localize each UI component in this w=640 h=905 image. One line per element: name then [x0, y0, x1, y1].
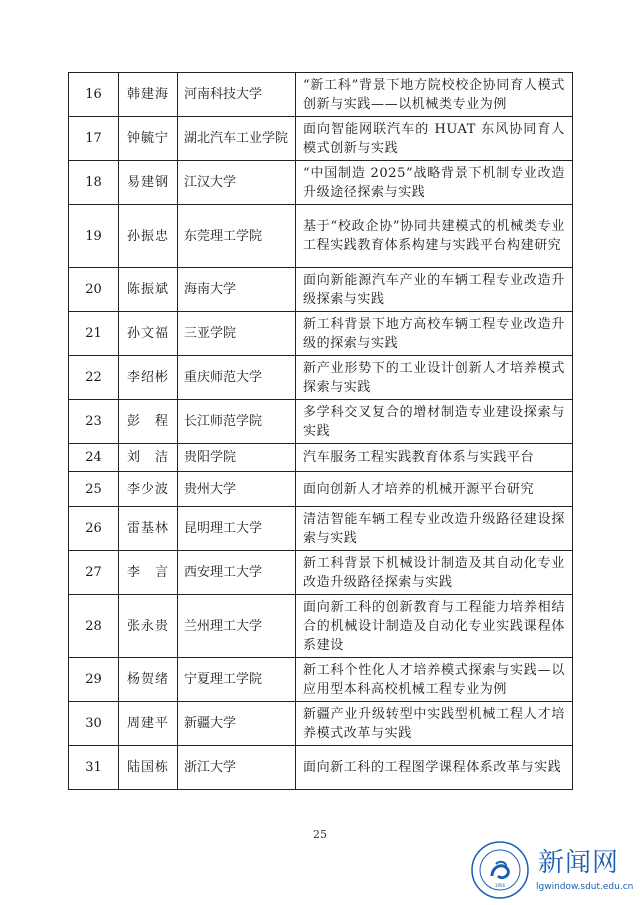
- site-watermark[interactable]: [470, 840, 638, 902]
- row-topic: “中国制造 2025”战略背景下机制专业改造升级途径探索与实践: [296, 161, 573, 205]
- row-school: 江汉大学: [178, 161, 296, 205]
- table-row: [69, 73, 573, 117]
- row-topic: 基于“校政企协”协同共建模式的机械类专业工程实践教育体系构建与实践平台构建研究: [296, 205, 573, 268]
- row-number: 30: [69, 702, 119, 746]
- row-name: 李绍彬: [119, 356, 178, 400]
- row-number: 24: [69, 444, 119, 472]
- row-topic: 新工科背景下地方高校车辆工程专业改造升级的探索与实践: [296, 312, 573, 356]
- row-name: 陆国栋: [119, 746, 178, 790]
- row-school: 宁夏理工学院: [178, 658, 296, 702]
- row-number: 16: [69, 73, 119, 117]
- table-row: [69, 702, 573, 746]
- table-row: [69, 658, 573, 702]
- row-topic: 新疆产业升级转型中实践型机械工程人才培养模式改革与实践: [296, 702, 573, 746]
- table-row: [69, 312, 573, 356]
- row-school: 昆明理工大学: [178, 507, 296, 551]
- row-number: 26: [69, 507, 119, 551]
- row-name: 孙振忠: [119, 205, 178, 268]
- row-name: 陈振斌: [119, 268, 178, 312]
- row-topic: 面向新工科的工程图学课程体系改革与实践: [296, 746, 573, 790]
- row-name: 李 言: [119, 551, 178, 595]
- row-number: 18: [69, 161, 119, 205]
- row-number: 20: [69, 268, 119, 312]
- row-topic: “新工科”背景下地方院校校企协同育人模式创新与实践——以机械类专业为例: [296, 73, 573, 117]
- row-name: 周建平: [119, 702, 178, 746]
- table-row: [69, 268, 573, 312]
- row-number: 17: [69, 117, 119, 161]
- site-name: 新闻网: [538, 848, 620, 878]
- svg-text:1956: 1956: [494, 883, 506, 888]
- row-number: 25: [69, 472, 119, 507]
- row-number: 22: [69, 356, 119, 400]
- row-name: 彭 程: [119, 400, 178, 444]
- row-name: 易建钢: [119, 161, 178, 205]
- row-name: 韩建海: [119, 73, 178, 117]
- row-school: 新疆大学: [178, 702, 296, 746]
- row-school: 湖北汽车工业学院: [178, 117, 296, 161]
- table-row: [69, 205, 573, 268]
- table-row: [69, 507, 573, 551]
- row-topic: 面向新工科的创新教育与工程能力培养相结合的机械设计制造及自动化专业实践课程体系建设: [296, 595, 573, 658]
- row-school: 河南科技大学: [178, 73, 296, 117]
- page-number: 25: [313, 828, 327, 841]
- row-topic: 面向智能网联汽车的 HUAT 东风协同育人模式创新与实践: [296, 117, 573, 161]
- site-url[interactable]: lgwindow.sdut.edu.cn: [536, 882, 634, 892]
- row-name: 杨贺绪: [119, 658, 178, 702]
- table-row: [69, 444, 573, 472]
- row-topic: 新工科背景下机械设计制造及其自动化专业改造升级路径探索与实践: [296, 551, 573, 595]
- row-topic: 新工科个性化人才培养模式探索与实践—以应用型本科高校机械工程专业为例: [296, 658, 573, 702]
- row-topic: 多学科交叉复合的增材制造专业建设探索与实践: [296, 400, 573, 444]
- row-school: 东莞理工学院: [178, 205, 296, 268]
- row-name: 刘 洁: [119, 444, 178, 472]
- row-topic: 面向创新人才培养的机械开源平台研究: [296, 472, 573, 507]
- row-school: 三亚学院: [178, 312, 296, 356]
- row-number: 29: [69, 658, 119, 702]
- university-seal-icon: [470, 840, 530, 900]
- row-name: 张永贵: [119, 595, 178, 658]
- row-name: 孙文福: [119, 312, 178, 356]
- row-topic: 清洁智能车辆工程专业改造升级路径建设探索与实践: [296, 507, 573, 551]
- row-name: 李少波: [119, 472, 178, 507]
- row-school: 西安理工大学: [178, 551, 296, 595]
- row-number: 27: [69, 551, 119, 595]
- row-topic: 汽车服务工程实践教育体系与实践平台: [296, 444, 573, 472]
- table-row: [69, 356, 573, 400]
- row-number: 31: [69, 746, 119, 790]
- row-topic: 面向新能源汽车产业的车辆工程专业改造升级探索与实践: [296, 268, 573, 312]
- table-row: [69, 595, 573, 658]
- table-row: [69, 472, 573, 507]
- row-school: 贵州大学: [178, 472, 296, 507]
- row-number: 23: [69, 400, 119, 444]
- row-school: 浙江大学: [178, 746, 296, 790]
- row-name: 钟毓宁: [119, 117, 178, 161]
- project-table: [68, 72, 573, 790]
- table-row: [69, 746, 573, 790]
- row-name: 雷基林: [119, 507, 178, 551]
- row-number: 19: [69, 205, 119, 268]
- table-row: [69, 161, 573, 205]
- row-number: 28: [69, 595, 119, 658]
- row-school: 海南大学: [178, 268, 296, 312]
- row-number: 21: [69, 312, 119, 356]
- table-row: [69, 551, 573, 595]
- row-school: 贵阳学院: [178, 444, 296, 472]
- row-school: 重庆师范大学: [178, 356, 296, 400]
- row-school: 兰州理工大学: [178, 595, 296, 658]
- table-row: [69, 117, 573, 161]
- table-row: [69, 400, 573, 444]
- row-school: 长江师范学院: [178, 400, 296, 444]
- row-topic: 新产业形势下的工业设计创新人才培养模式探索与实践: [296, 356, 573, 400]
